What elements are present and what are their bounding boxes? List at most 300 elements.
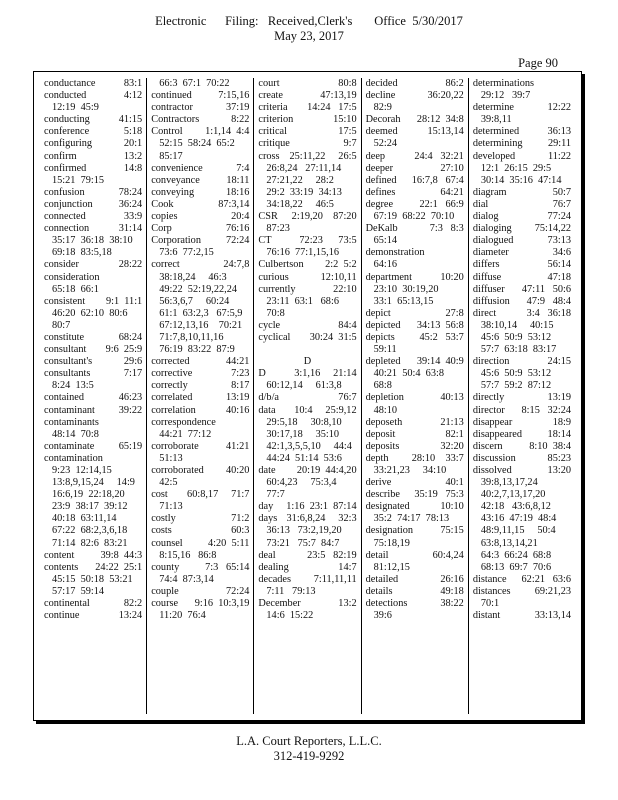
index-column-2 xyxy=(146,78,253,714)
page-line-refs: 78:24 xyxy=(118,186,143,198)
page-line-refs: 76:7 xyxy=(338,392,357,404)
index-entry xyxy=(258,562,356,574)
page-line-refs: 29:12 39:7 xyxy=(480,90,531,102)
page-line-refs: 18:14 xyxy=(547,428,572,440)
index-entry xyxy=(258,501,356,513)
index-entry-continuation xyxy=(44,489,142,501)
index-column-5 xyxy=(468,78,575,714)
page-line-refs: 16:7,8 67:4 xyxy=(411,174,464,186)
index-entry xyxy=(151,380,249,392)
page-line-refs: 21:13 xyxy=(440,416,464,428)
page-line-refs: 17:5 xyxy=(338,126,357,138)
index-entry xyxy=(473,296,571,308)
index-term: curious xyxy=(258,271,289,283)
index-entry-continuation xyxy=(151,308,249,320)
index-entry xyxy=(473,308,571,320)
page-line-refs: 50:7 xyxy=(552,186,572,198)
index-term: consultants xyxy=(44,368,91,380)
index-entry xyxy=(366,332,464,344)
index-entry-continuation xyxy=(473,332,571,344)
index-term: developed xyxy=(472,150,516,162)
index-entry xyxy=(473,574,571,586)
index-entry-continuation xyxy=(258,199,356,211)
index-term: decline xyxy=(365,90,396,102)
page-line-refs: 29:5,18 30:8,10 xyxy=(266,416,342,428)
index-term: continued xyxy=(151,90,192,102)
index-entry-continuation xyxy=(366,380,464,392)
page-line-refs: 64:3 66:24 68:8 xyxy=(480,549,552,561)
index-entry-continuation xyxy=(258,247,356,259)
index-entry xyxy=(366,477,464,489)
page-line-refs: 72:23 73:5 xyxy=(299,235,357,247)
index-term: diameter xyxy=(472,247,509,259)
index-entry xyxy=(473,235,571,247)
index-term: cyclical xyxy=(258,331,291,343)
page-line-refs: 48:10 xyxy=(373,404,398,416)
index-entry xyxy=(44,211,142,223)
index-entry-continuation xyxy=(258,586,356,598)
index-term: contaminate xyxy=(44,440,95,452)
index-term: days xyxy=(258,513,278,525)
index-entry-continuation xyxy=(44,308,142,320)
index-term: currently xyxy=(258,283,296,295)
index-entry xyxy=(366,550,464,562)
index-term: diffusion xyxy=(472,295,510,307)
index-entry xyxy=(151,441,249,453)
index-entry xyxy=(151,392,249,404)
index-entry xyxy=(473,187,571,199)
page-line-refs: 45:15 50:18 53:21 xyxy=(52,573,133,585)
page-line-refs: 7:11 79:13 xyxy=(266,585,316,597)
index-entry xyxy=(44,550,142,562)
index-entry xyxy=(258,272,356,284)
index-entry xyxy=(473,272,571,284)
index-entry-continuation xyxy=(151,550,249,562)
index-term: CSR xyxy=(258,211,278,223)
index-entry xyxy=(473,102,571,114)
index-entry-continuation xyxy=(473,525,571,537)
index-term: cost xyxy=(151,489,168,501)
index-entry-continuation xyxy=(151,320,249,332)
index-entry xyxy=(151,562,249,574)
index-entry xyxy=(473,138,571,150)
page-line-refs: 2:19,20 87:20 xyxy=(291,211,357,223)
index-entry-continuation xyxy=(473,114,571,126)
page-line-refs: 71:13 xyxy=(159,501,183,513)
page-line-refs: 41:15 xyxy=(118,114,143,126)
index-entry xyxy=(473,356,571,368)
page-line-refs: 67:12,13,16 70:21 xyxy=(159,319,243,331)
page-line-refs: 36:20,22 xyxy=(427,90,464,102)
index-term: differs xyxy=(472,259,500,271)
page-line-refs: 24:7,8 xyxy=(223,259,250,271)
page-line-refs: 12:19 45:9 xyxy=(52,102,99,114)
index-entry xyxy=(151,465,249,477)
page-line-refs: 10:10 xyxy=(440,501,464,513)
index-entry xyxy=(473,211,571,223)
page-line-refs: 72:24 xyxy=(225,235,250,247)
page-line-refs: 8:15,16 86:8 xyxy=(159,549,217,561)
index-entry-continuation xyxy=(44,465,142,477)
index-term: corrective xyxy=(151,368,193,380)
index-entry xyxy=(366,126,464,138)
index-term: day xyxy=(258,501,274,513)
index-term: distance xyxy=(472,573,507,585)
index-entry-continuation xyxy=(44,574,142,586)
index-frame xyxy=(33,71,582,721)
index-entry xyxy=(473,223,571,235)
index-term: date xyxy=(258,465,276,476)
page-line-refs: 46:23 xyxy=(118,392,143,404)
page-line-refs: 69:21,23 xyxy=(534,585,572,597)
index-entry xyxy=(44,114,142,126)
page-line-refs: 67:22 68:2,3,6,18 xyxy=(52,525,128,537)
page-line-refs: 24:22 25:1 xyxy=(95,561,143,573)
index-term: December xyxy=(258,598,301,610)
page-line-refs: 40:1 xyxy=(445,477,464,489)
page-line-refs: 52:24 xyxy=(373,138,398,150)
index-term: conveyance xyxy=(151,174,200,186)
index-entry-continuation xyxy=(44,429,142,441)
page-line-refs: 7:4 xyxy=(236,162,250,174)
page-line-refs: 36:24 xyxy=(118,198,143,210)
index-entry-continuation xyxy=(44,320,142,332)
reporter-name: L.A. Court Reporters, L.L.C. xyxy=(236,734,382,748)
page-line-refs: 8:17 xyxy=(231,380,250,392)
index-entry xyxy=(258,90,356,102)
index-entry-continuation xyxy=(366,138,464,150)
index-entry-continuation xyxy=(258,380,356,392)
index-entry xyxy=(151,368,249,380)
index-term: detailed xyxy=(365,573,399,585)
page-line-refs: 36:13 xyxy=(547,126,572,138)
index-entry-continuation xyxy=(258,477,356,489)
page-line-refs: 7:17 xyxy=(123,368,143,380)
index-term: depict xyxy=(365,307,391,319)
index-entry xyxy=(473,284,571,296)
page-line-refs: 9:16 10:3,19 xyxy=(194,598,250,610)
index-term: degree xyxy=(365,198,394,210)
index-term: correspondence xyxy=(151,416,216,428)
index-term: correlation xyxy=(151,404,196,416)
index-entry-continuation xyxy=(151,138,249,150)
page-line-refs: 24:4 32:21 xyxy=(414,150,464,162)
index-entry xyxy=(366,247,464,259)
page-line-refs: 14:24 17:5 xyxy=(307,102,357,114)
page-line-refs: 9:23 12:14,15 xyxy=(52,465,112,476)
index-entry-continuation xyxy=(151,429,249,441)
index-term: contents xyxy=(44,561,79,573)
page-line-refs: 30:14 35:16 47:14 xyxy=(480,174,562,186)
index-entry xyxy=(258,550,356,562)
index-term: county xyxy=(151,561,180,573)
index-entry xyxy=(258,368,356,380)
page-line-refs: 33:1 65:13,15 xyxy=(373,295,434,307)
page-line-refs: 57:7 63:18 83:17 xyxy=(480,344,557,356)
index-entry xyxy=(366,187,464,199)
index-entry-continuation xyxy=(258,429,356,441)
page-line-refs: 45:6 50:9 53:12 xyxy=(480,368,552,380)
index-entry xyxy=(44,199,142,211)
page-line-refs: 49:22 52:19,22,24 xyxy=(159,283,238,295)
index-entry-continuation xyxy=(473,489,571,501)
section-letter xyxy=(258,356,356,368)
page-line-refs: 42:5 xyxy=(159,477,178,489)
index-term: connection xyxy=(44,223,90,235)
index-term: consider xyxy=(44,259,79,271)
index-entry xyxy=(44,187,142,199)
page-line-refs: 65:19 xyxy=(118,440,143,452)
index-term: corroborate xyxy=(151,440,199,452)
index-entry-continuation xyxy=(44,538,142,550)
page-line-refs: 32:20 xyxy=(440,440,464,452)
index-entry-continuation xyxy=(473,175,571,187)
index-term: confusion xyxy=(44,186,85,198)
index-entry xyxy=(44,344,142,356)
index-term: corrected xyxy=(151,356,190,368)
index-entry xyxy=(151,586,249,598)
index-entry xyxy=(258,574,356,586)
index-term: consistent xyxy=(44,295,86,307)
page-line-refs: 20:4 xyxy=(231,211,250,223)
index-entry xyxy=(366,308,464,320)
index-entry-continuation xyxy=(473,501,571,513)
page-line-refs: 12:10,11 xyxy=(320,271,357,283)
index-entry xyxy=(44,163,142,175)
page-line-refs: 48:9,11,15 50:4 xyxy=(480,525,556,537)
page-line-refs: 7:3 8:3 xyxy=(429,223,464,235)
index-entry xyxy=(258,513,356,525)
page-line-refs: 47:11 50:6 xyxy=(521,283,572,295)
page-line-refs: 28:10 33:7 xyxy=(411,452,464,464)
index-entry-continuation xyxy=(151,344,249,356)
page-line-refs: 47:18 xyxy=(547,271,572,283)
index-term: deeper xyxy=(365,162,394,174)
index-entry xyxy=(366,114,464,126)
index-entry xyxy=(44,417,142,429)
index-entry-continuation xyxy=(151,247,249,259)
page-line-refs: 82:2 xyxy=(123,598,143,610)
page-line-refs: 49:18 xyxy=(440,585,464,597)
index-term: diffuse xyxy=(472,271,502,283)
index-entry-continuation xyxy=(44,525,142,537)
index-entry-continuation xyxy=(44,102,142,114)
page-line-refs: 40:16 xyxy=(225,404,250,416)
index-term: Cook xyxy=(151,198,174,210)
index-entry xyxy=(151,598,249,610)
page-line-refs: 87:3,14 xyxy=(218,198,250,210)
index-entry-continuation xyxy=(44,586,142,598)
index-entry xyxy=(366,90,464,102)
index-entry xyxy=(366,598,464,610)
index-entry xyxy=(258,332,356,344)
index-term: contained xyxy=(44,392,85,404)
page-line-refs: 5:18 xyxy=(123,126,143,138)
page-line-refs: 31:6,8,24 32:3 xyxy=(286,513,357,525)
index-entry xyxy=(366,489,464,501)
page-line-refs: 76:7 xyxy=(552,198,572,210)
index-term: costs xyxy=(151,525,172,537)
index-term: connected xyxy=(44,211,86,223)
index-entry xyxy=(44,151,142,163)
index-term: Control xyxy=(151,126,183,138)
index-entry-continuation xyxy=(44,513,142,525)
index-entry-continuation xyxy=(151,272,249,284)
index-entry xyxy=(473,392,571,404)
index-term: determined xyxy=(472,126,520,138)
page-line-refs: 59:11 xyxy=(373,344,397,356)
page-line-refs: 61:1 63:2,3 67:5,9 xyxy=(159,307,243,319)
index-term: determine xyxy=(472,102,514,114)
index-term: criteria xyxy=(258,102,288,114)
index-entry xyxy=(258,405,356,417)
index-entry xyxy=(366,417,464,429)
index-entry-continuation xyxy=(366,538,464,550)
page-line-refs: 38:22 xyxy=(440,598,464,610)
filing-date-line: May 23, 2017 xyxy=(274,29,344,43)
index-term: conductance xyxy=(44,78,96,89)
index-entry xyxy=(366,356,464,368)
index-term: dial xyxy=(472,198,489,210)
page-line-refs: 77:24 xyxy=(547,211,572,223)
index-term: cross xyxy=(258,150,280,162)
index-term: detections xyxy=(365,598,408,610)
page-line-refs: 82:1 xyxy=(445,428,464,440)
index-term: dealing xyxy=(258,561,289,573)
page-line-refs: 39:8,13,17,24 xyxy=(480,477,538,489)
index-term: depletion xyxy=(365,392,404,404)
index-term: Corporation xyxy=(151,235,201,247)
index-term: detail xyxy=(365,549,389,561)
index-term: continue xyxy=(44,610,80,622)
index-entry-continuation xyxy=(258,441,356,453)
index-entry xyxy=(151,513,249,525)
index-entry-continuation xyxy=(151,501,249,513)
page-line-refs: 85:23 xyxy=(547,452,572,464)
page-line-refs: 86:2 xyxy=(445,78,464,89)
index-entry xyxy=(258,465,356,477)
index-term: dialoging xyxy=(472,223,512,235)
page-line-refs: 31:14 xyxy=(118,223,143,235)
index-entry-continuation xyxy=(258,525,356,537)
index-entry xyxy=(44,598,142,610)
filing-stamp-line: Electronic Filing: Received,Clerk's Office 5/30/2017 xyxy=(155,14,463,28)
page-line-refs: 33:21,23 34:10 xyxy=(373,465,447,476)
page-line-refs: 34:18,22 46:5 xyxy=(266,198,334,210)
page-line-refs: 62:21 63:6 xyxy=(521,573,572,585)
index-term: details xyxy=(365,585,393,597)
page-line-refs: 15:10 xyxy=(333,114,357,126)
page-line-refs: 77:7 xyxy=(266,489,285,501)
page-line-refs: 8:22 xyxy=(231,114,250,126)
page-line-refs: 75:18,19 xyxy=(373,537,410,549)
page-line-refs: 57:7 59:2 87:12 xyxy=(480,380,552,392)
index-entry-continuation xyxy=(473,90,571,102)
page-line-refs: 9:1 11:1 xyxy=(105,295,143,307)
page-line-refs: 25:11,22 26:5 xyxy=(289,150,357,162)
page-line-refs: 3:1,16 21:14 xyxy=(294,368,357,380)
index-term: costly xyxy=(151,513,176,525)
index-column-3 xyxy=(253,78,360,714)
page-line-refs: 44:21 xyxy=(225,356,250,368)
index-term: confirm xyxy=(44,150,77,162)
index-entry-continuation xyxy=(473,344,571,356)
page-line-refs: 28:12 34:8 xyxy=(416,114,464,126)
page-line-refs: 40:20 xyxy=(225,465,250,476)
page-line-refs: 74:4 87:3,14 xyxy=(159,573,214,585)
page-line-refs: 73:13 xyxy=(547,235,572,247)
index-entry-continuation xyxy=(258,489,356,501)
index-entry xyxy=(366,525,464,537)
index-term: correct xyxy=(151,259,180,271)
index-entry xyxy=(366,199,464,211)
index-term: CT xyxy=(258,235,272,247)
index-entry xyxy=(151,163,249,175)
page-line-refs: 71:7,8,10,11,16 xyxy=(159,331,224,343)
page-line-refs: 80:7 xyxy=(52,319,71,331)
page-line-refs: 35:17 36:18 38:10 xyxy=(52,235,133,247)
index-entry xyxy=(44,78,142,90)
index-entry xyxy=(258,235,356,247)
page-line-refs: 45:6 50:9 53:12 xyxy=(480,331,552,343)
index-term: court xyxy=(258,78,280,89)
page-line-refs: 84:4 xyxy=(338,319,357,331)
page-line-refs: 4:12 xyxy=(123,90,143,102)
page-line-refs: 64:16 xyxy=(373,259,398,271)
index-term: conveying xyxy=(151,186,195,198)
index-entry-continuation xyxy=(366,344,464,356)
index-entry xyxy=(366,453,464,465)
index-entry xyxy=(44,90,142,102)
page-line-refs: 60:4,23 75:3,4 xyxy=(266,477,337,489)
page-number: Page 90 xyxy=(518,56,558,70)
index-term: contractor xyxy=(151,102,193,114)
index-column-1 xyxy=(40,78,146,714)
page-line-refs: 28:22 xyxy=(118,259,143,271)
index-term: copies xyxy=(151,211,178,223)
page-line-refs: 57:17 59:14 xyxy=(52,585,105,597)
index-entry-continuation xyxy=(366,513,464,525)
index-entry-continuation xyxy=(473,513,571,525)
index-entry-continuation xyxy=(151,477,249,489)
page-line-refs: 75:14,22 xyxy=(534,223,572,235)
page-line-refs: 60:3 xyxy=(231,525,250,537)
page-line-refs: 7:11,11,11 xyxy=(313,573,357,585)
index-entry xyxy=(44,223,142,235)
index-term: demonstration xyxy=(365,247,425,259)
page-line-refs: 64:21 xyxy=(440,186,464,198)
index-entry xyxy=(366,175,464,187)
index-entry xyxy=(151,102,249,114)
page-line-refs: 39:22 xyxy=(118,404,143,416)
index-term: critical xyxy=(258,126,287,138)
page-line-refs: 29:11 xyxy=(547,138,572,150)
page-line-refs: 40:2,7,13,17,20 xyxy=(480,489,546,501)
index-term: depicts xyxy=(365,331,395,343)
page-line-refs: 10:20 xyxy=(440,271,464,283)
index-entry xyxy=(366,586,464,598)
index-term: Corp xyxy=(151,223,172,235)
index-term: determinations xyxy=(472,78,535,89)
page-line-refs: 46:20 62:10 80:6 xyxy=(52,307,128,319)
page-line-refs: 71:2 xyxy=(231,513,250,525)
page-line-refs: 23:5 82:19 xyxy=(307,549,357,561)
index-entry xyxy=(44,441,142,453)
index-term: conducted xyxy=(44,90,87,102)
page-line-refs: 22:10 xyxy=(333,283,357,295)
index-entry xyxy=(44,562,142,574)
index-entry-continuation xyxy=(258,296,356,308)
